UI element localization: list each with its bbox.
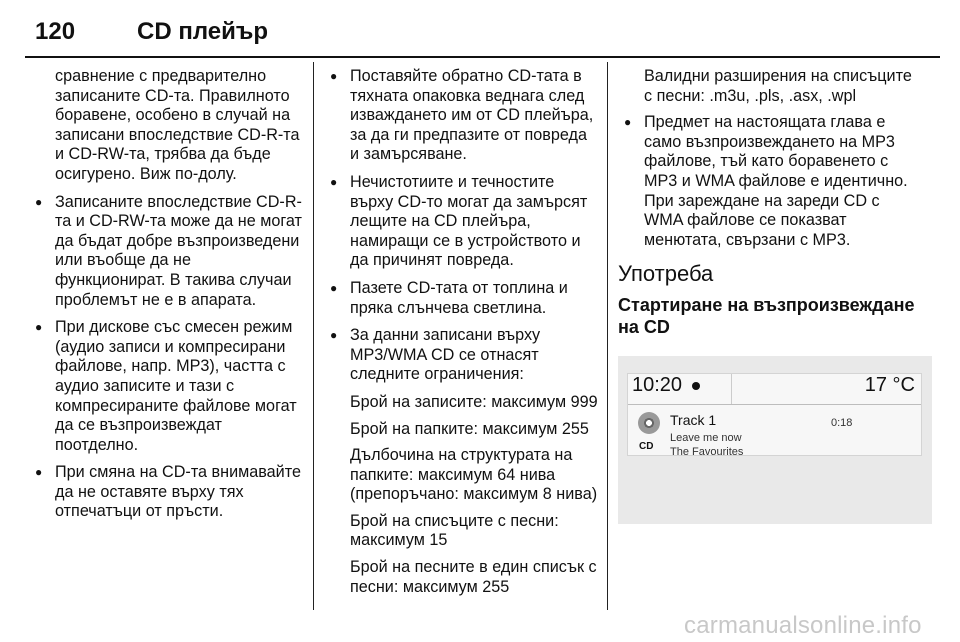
column-1 (33, 67, 303, 530)
limit-item: Дълбочина на структурата на папките: максимум 64 нива (препоръчано: максимум 8 нива) (350, 446, 598, 504)
track-song: Leave me now (670, 431, 742, 444)
column-3 (618, 67, 922, 524)
column-divider-1 (313, 62, 314, 610)
display-screenshot (618, 356, 932, 524)
status-dot-icon (692, 382, 700, 390)
extensions-paragraph: Валидни разширения на списъците с песни: .m3u, .pls, .asx, .wpl (644, 67, 912, 105)
display-divider (731, 374, 732, 404)
bullet-item: ● При смяна на CD-та внимавайте да не оставяте върху тях отпечатъци от пръсти. (33, 463, 303, 522)
bullet-item: ● При дискове със смесен режим (аудио записи и компресирани файлове, напр. MP3), частта с аудио записите и тази с компресираните файлове могат да се възпроизвеждат поотделно. (33, 318, 303, 455)
clock-time: 10:20 (632, 373, 683, 396)
bullet-item: ● Пазете CD-тата от топлина и пряка слънчева светлина. (328, 279, 598, 318)
watermark: carmanualsonline.info (684, 612, 922, 639)
bullet-item: ● За данни записани върху MP3/WMA CD се отнасят следните ограничения: (328, 326, 598, 385)
track-title: Track 1 (670, 411, 717, 428)
bullet-item: ● Поставяйте обратно CD-тата в тяхната опаковка веднага след изваждането им от CD плейъра, за да ги предпазите от повреда и замърсяване. (328, 67, 598, 165)
column-2 (328, 67, 598, 604)
track-album: The Favourites (670, 445, 744, 458)
limit-item: Брой на папките: максимум 255 (350, 419, 589, 438)
temperature: 17 °C (864, 373, 915, 396)
source-label: CD (639, 440, 654, 452)
bullet-item: ● Записаните впоследствие CD-R-та и CD-RW-та може да не могат да бъдат добре възпроизведени или въобще да не функционират. В такива случаи проблемът не е в апарата. (33, 193, 303, 311)
display-rule (628, 404, 921, 405)
section-title: Употреба (618, 261, 714, 287)
header-rule (25, 56, 940, 58)
limit-item: Брой на записите: максимум 999 (350, 392, 598, 411)
elapsed-time: 0:18 (831, 416, 853, 429)
intro-paragraph: сравнение с предварително записаните CD-та. Правилното боравене, особено в случай на записани впоследствие CD-R-та и CD-RW-та, трябва да бъде осигурено. Виж по-долу. (55, 67, 300, 183)
cd-disc-icon (638, 412, 660, 434)
limit-item: Брой на песните в един списък с песни: максимум 255 (350, 558, 597, 596)
page-number: 120 (35, 18, 76, 45)
column-divider-2 (607, 62, 608, 610)
page-header (25, 12, 940, 58)
limit-item: Брой на списъците с песни: максимум 15 (350, 511, 559, 550)
bullet-item: ● Нечистотиите и течностите върху CD-то могат да замърсят лещите на CD плейъра, намиращи се в устройството и да причинят повреда. (328, 173, 598, 271)
display-panel (627, 373, 922, 456)
bullet-item: ● Предмет на настоящата глава е само възпроизвеждането на MP3 файлове, тъй като боравенето с MP3 и WMA файлове е идентично. При зареждане на зареди CD с WMA файлове се показват менютата, свързани с MP3. (622, 113, 922, 250)
subsection-title: Стартиране на възпроизвеждане на CD (618, 294, 915, 337)
chapter-title: CD плейър (137, 18, 269, 45)
